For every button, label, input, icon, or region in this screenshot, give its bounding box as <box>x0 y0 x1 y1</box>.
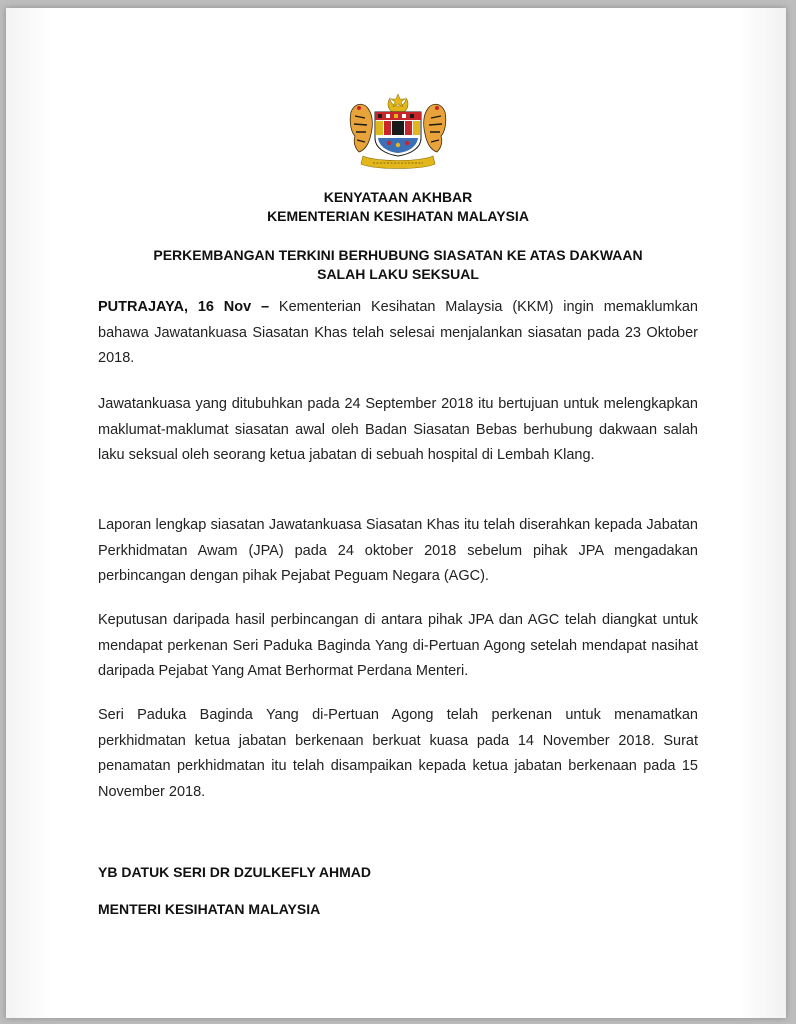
malaysia-coat-of-arms-icon <box>345 92 451 174</box>
signatory-position: MENTERI KESIHATAN MALAYSIA <box>98 901 321 917</box>
ministry-name: KEMENTERIAN KESIHATAN MALAYSIA <box>267 208 529 224</box>
paragraph-1 <box>98 295 698 372</box>
document-title-line-2: SALAH LAKU SEKSUAL <box>317 266 479 282</box>
paragraph-4: Keputusan daripada hasil perbincangan di antara pihak JPA dan AGC telah diangkat untuk mendapat perkenan Seri Paduka Baginda Yang di-Pertuan Agong setelah mendapat nasihat daripada Pejabat Yang Amat Berhormat Perdana Menteri. <box>98 612 698 679</box>
paragraph-3: Laporan lengkap siasatan Jawatankuasa Siasatan Khas itu telah diserahkan kepada Jabatan Perkhidmatan Awam (JPA) pada 24 oktober 2018 sebelum pihak JPA mengadakan perbincangan dengan pihak Pejabat Peguam Negara (AGC). <box>98 517 698 584</box>
signatory-name: YB DATUK SERI DR DZULKEFLY AHMAD <box>98 864 372 880</box>
dateline: PUTRAJAYA, 16 Nov – <box>98 299 270 315</box>
press-release-label: KENYATAAN AKHBAR <box>323 189 473 205</box>
paragraph-1-body: Kementerian Kesihatan Malaysia (KKM) ingin memaklumkan bahawa Jawatankuasa Siasatan Khas telah selesai menjalankan siasatan pada 23 Oktober 2018. <box>98 299 698 366</box>
paragraph-5: Seri Paduka Baginda Yang di-Pertuan Agong telah perkenan untuk menamatkan perkhidmatan ketua jabatan berkenaan berkuat kuasa pada 14 November 2018. Surat penamatan perkhidmatan itu telah disampaikan kepada ketua jabatan berkenaan pada 15 November 2018. <box>98 707 698 800</box>
paragraph-2: Jawatankuasa yang ditubuhkan pada 24 September 2018 itu bertujuan untuk melengkapkan maklumat-maklumat siasatan awal oleh Badan Siasatan Bebas berhubung dakwaan salah laku seksual oleh seorang ketua jabatan di sebuah hospital di Lembah Klang. <box>98 396 698 463</box>
document-title-line-1: PERKEMBANGAN TERKINI BERHUBUNG SIASATAN KE ATAS DAKWAAN <box>153 247 643 263</box>
